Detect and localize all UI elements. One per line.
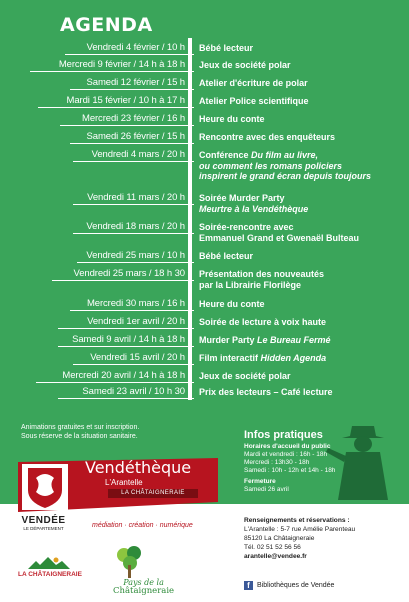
event-rule — [36, 382, 194, 383]
animations-note — [21, 423, 231, 441]
closed-heading: Fermeture — [244, 478, 276, 485]
event-date: Mardi 15 février / 10 h à 17 h — [66, 95, 185, 106]
event-text: Conférence — [199, 150, 252, 160]
info-title: Infos pratiques — [244, 429, 323, 441]
facebook-label: Bibliothèques de Vendée — [257, 582, 335, 589]
contact-address-2: 85120 La Châtaigneraie — [244, 535, 315, 542]
event-text: Jeux de société polar — [199, 371, 291, 381]
hours-line-3: Samedi : 10h - 12h et 14h - 18h — [244, 467, 336, 474]
event-title — [199, 96, 404, 107]
event-rule — [58, 346, 194, 347]
vendee-logo — [16, 515, 71, 531]
event-rule — [58, 328, 194, 329]
event-title — [199, 150, 404, 182]
closed-date: Samedi 26 avril — [244, 486, 289, 493]
chataigneraie-logo: LA CHÂTAIGNERAIE — [18, 571, 82, 578]
event-rule — [73, 161, 194, 162]
event-title-line — [199, 299, 404, 310]
event-date: Vendredi 25 mars / 10 h — [86, 250, 185, 261]
event-title-line — [199, 171, 404, 182]
event-title — [199, 222, 404, 243]
vendee-department: LE DÉPARTEMENT — [23, 526, 64, 531]
event-title-line — [199, 132, 404, 143]
pays-line-1: Pays de la — [123, 578, 164, 587]
event-date: Samedi 9 avril / 14 h à 18 h — [72, 334, 185, 345]
hours-line-1: Mardi et vendredi : 16h - 18h — [244, 451, 328, 458]
event-rule — [65, 54, 194, 55]
vendee-word: VENDÉE — [21, 515, 66, 526]
event-rule — [30, 71, 194, 72]
event-title — [199, 299, 404, 310]
event-rule — [70, 143, 194, 144]
event-title — [199, 335, 404, 346]
hours-line-2: Mercredi : 13h30 - 18h — [244, 459, 310, 466]
event-title-line — [199, 60, 404, 71]
event-date: Vendredi 25 mars / 18 h 30 — [73, 268, 185, 279]
event-rule — [70, 310, 194, 311]
event-title — [199, 317, 404, 328]
event-title-line — [199, 204, 404, 215]
event-title — [199, 114, 404, 125]
event-text: Soirée de lecture à voix haute — [199, 317, 327, 327]
event-title-line — [199, 161, 404, 172]
event-title-line — [199, 78, 404, 89]
facebook-icon: f — [244, 581, 253, 590]
event-date: Samedi 12 février / 15 h — [86, 77, 185, 88]
event-date: Mercredi 30 mars / 16 h — [86, 298, 185, 309]
event-date: Vendredi 4 février / 10 h — [86, 42, 185, 53]
tagline: médiation · création · numérique — [92, 522, 193, 529]
event-date: Mercredi 20 avril / 14 h à 18 h — [62, 370, 185, 381]
contact-block — [244, 516, 404, 561]
event-text: Film interactif — [199, 353, 261, 363]
event-date: Vendredi 4 mars / 20 h — [91, 149, 185, 160]
event-date: Mercredi 9 février / 14 h à 18 h — [58, 59, 185, 70]
event-title-line — [199, 269, 404, 280]
event-text-italic: ou comment les romans policiers — [199, 160, 343, 171]
event-title-line — [199, 371, 404, 382]
event-title — [199, 193, 404, 214]
event-title-line — [199, 233, 404, 244]
event-title-line — [199, 96, 404, 107]
event-rule — [73, 233, 194, 234]
facebook-link[interactable] — [244, 581, 334, 590]
hours-heading: Horaires d'accueil du public — [244, 443, 331, 450]
event-text-italic: Le Bureau Fermé — [257, 335, 331, 345]
event-rule — [60, 125, 194, 126]
event-text: Soirée Murder Party — [199, 193, 285, 203]
event-title-line — [199, 387, 404, 398]
event-date: Vendredi 11 mars / 20 h — [87, 192, 185, 203]
pays-line-2: Châtaigneraie — [113, 586, 175, 596]
arantelle-label: L'Arantelle — [105, 478, 143, 487]
event-title — [199, 132, 404, 143]
pays-tree-icon — [110, 545, 150, 579]
contact-phone: Tél. 02 51 52 56 56 — [244, 544, 301, 551]
event-text: Atelier d'écriture de polar — [199, 78, 308, 88]
event-text: Soirée-rencontre avec — [199, 222, 294, 232]
event-title — [199, 353, 404, 364]
event-rule — [38, 107, 194, 108]
event-title-line — [199, 280, 404, 291]
event-date: Vendredi 1er avril / 20 h — [87, 316, 185, 327]
note-line-1: Animations gratuites et sur inscription. — [21, 424, 140, 431]
vendeetheque-label: Vendéthèque — [85, 458, 192, 477]
event-text: Bébé lecteur — [199, 43, 254, 53]
event-text: Prix des lecteurs – Café lecture — [199, 387, 333, 397]
contact-address-1: L'Arantelle : 5-7 rue Amélie Parenteau — [244, 526, 356, 533]
contact-heading: Renseignements et réservations : — [244, 517, 350, 524]
event-rule — [58, 398, 194, 399]
event-text-italic: Hidden Agenda — [260, 353, 327, 363]
event-date: Samedi 23 avril / 10 h 30 — [82, 386, 185, 397]
event-rule — [70, 89, 194, 90]
event-title — [199, 387, 404, 398]
event-date: Samedi 26 février / 15 h — [86, 131, 185, 142]
event-text: Rencontre avec des enquêteurs — [199, 132, 336, 142]
chataigneraie-town-icon — [26, 555, 72, 571]
agenda-title: AGENDA — [60, 14, 153, 36]
event-title-line — [199, 150, 404, 161]
event-title-line — [199, 317, 404, 328]
event-text: Murder Party — [199, 335, 258, 345]
info-details — [244, 443, 394, 494]
event-text: Jeux de société polar — [199, 60, 291, 70]
contact-email[interactable]: arantelle@vendee.fr — [244, 553, 307, 560]
event-text: Heure du conte — [199, 114, 265, 124]
pays-chataigneraie-logo — [113, 578, 174, 596]
event-text: par la Librairie Florilège — [199, 279, 302, 290]
event-title — [199, 78, 404, 89]
event-text: Emmanuel Grand et Gwenaël Bulteau — [199, 232, 360, 243]
event-rule — [73, 364, 194, 365]
event-title — [199, 43, 404, 54]
event-text-italic: inspirent le grand écran depuis toujours — [199, 171, 372, 181]
event-text-italic: Du film au livre, — [251, 150, 319, 160]
event-text: Heure du conte — [199, 299, 265, 309]
event-text: Présentation des nouveautés — [199, 269, 325, 279]
event-title-line — [199, 335, 404, 346]
event-title — [199, 371, 404, 382]
event-rule — [52, 280, 194, 281]
event-date: Vendredi 18 mars / 20 h — [86, 221, 185, 232]
note-line-2: Sous réserve de la situation sanitaire. — [21, 433, 138, 440]
event-title-line — [199, 251, 404, 262]
event-title-line — [199, 193, 404, 204]
event-title — [199, 251, 404, 262]
event-text: Atelier Police scientifique — [199, 96, 309, 106]
event-title-line — [199, 114, 404, 125]
event-title — [199, 269, 404, 290]
event-date: Mercredi 23 février / 16 h — [82, 113, 185, 124]
event-date: Vendredi 15 avril / 20 h — [90, 352, 185, 363]
event-title-line — [199, 43, 404, 54]
event-text: Bébé lecteur — [199, 251, 254, 261]
event-text-italic: Meurtre à la Vendéthèque — [199, 203, 309, 214]
chataigneraie-tag: LA CHÂTAIGNERAIE — [108, 489, 198, 498]
event-title — [199, 60, 404, 71]
event-title-line — [199, 222, 404, 233]
event-rule — [73, 204, 194, 205]
event-rule — [77, 262, 194, 263]
event-title-line — [199, 353, 404, 364]
